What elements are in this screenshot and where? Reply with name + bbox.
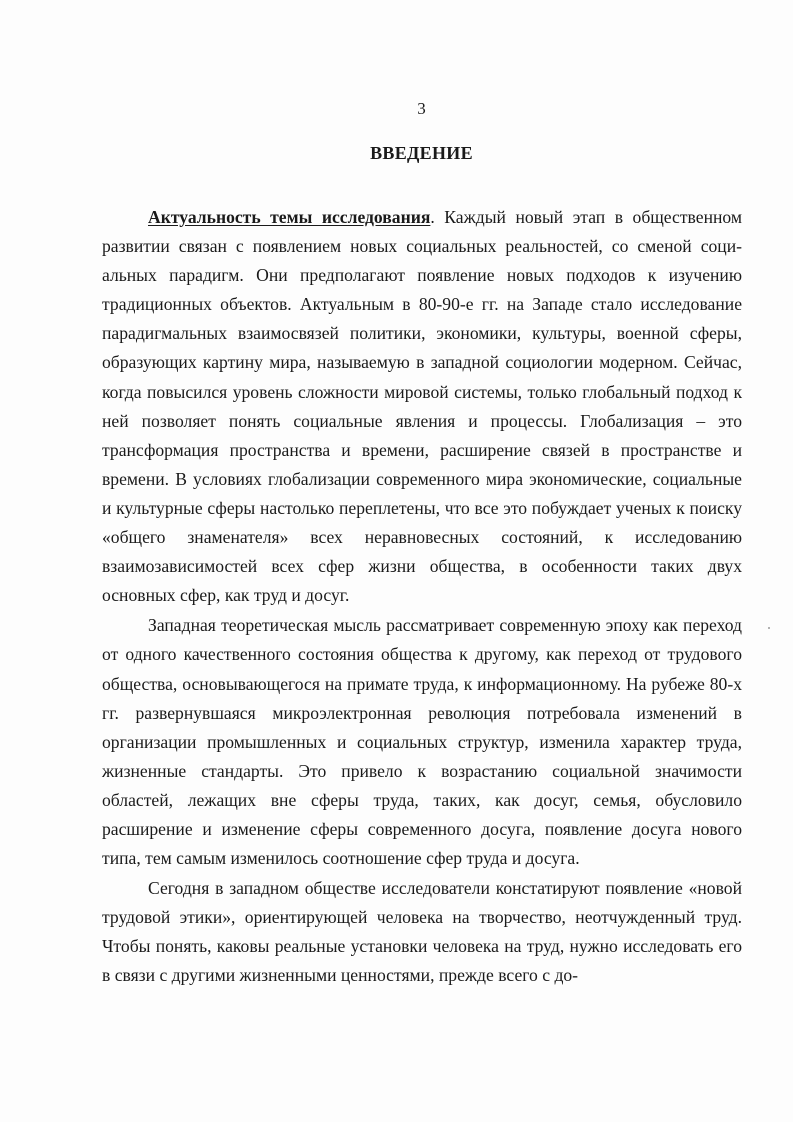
lead-term: Актуальность темы исследования [148,207,431,227]
paragraph-western-thought: Западная теоретическая мысль рассматривает современную эпоху как переход от одного качественного состояния общества к другому, как переход от трудового общества, основывающегося на примате труда, к информационному. На рубеже 80-х гг. развернувшаяся микроэлектронная революция потребовала изменений в организации промышленных и социальных структур, изменила характер труда, жизненные стандарты. Это привело к возрастанию социальной значимости областей, лежащих вне сферы труда, таких, как досуг, семья, обусловило расширение и изменение сферы современного досуга, появление досуга нового типа, тем самым изменилось соотношение сфер труда и досуга. [102,615,742,869]
scan-speck [768,627,770,629]
page-number: 3 [417,99,426,118]
body-text [102,203,742,991]
paragraph-relevance [102,203,742,610]
paragraph-text: . Каждый новый этап в общественном развитии связан с появлением новых социальных реальностей, со сменой социальных парадигм. Они предполагают появление новых подходов к изучению традиционных объектов. Актуальным в 80-90-е гг. на Западе стало исследование парадигмальных взаимосвязей политики, экономики, культуры, военной сферы, образующих картину мира, называемую в западной социологии модерном. Сейчас, когда повысился уровень сложности мировой системы, только глобальный подход к ней позволяет понять социальные явления и процессы. Глобализация – это трансформация пространства и времени, расширение связей в пространстве и времени. В условиях глобализации современного мира экономические, социальные и культурные сферы настолько переплетены, что все это побуждает ученых к поиску «общего знаменателя» всех неравновесных состояний, к исследованию взаимозависимостей всех сфер жизни общества, в особенности таких двух основных сфер, как труд и досуг. [102,207,742,606]
section-heading: ВВЕДЕНИЕ [370,143,473,163]
paragraph-new-work-ethic: Сегодня в западном обществе исследователи констатируют появление «новой трудовой этики», ориентирующей человека на творчество, неотчужденный труд. Чтобы понять, каковы реальные установки человека на труд, нужно исследовать его в связи с другими жизненными ценностями, прежде всего с до- [102,878,742,986]
